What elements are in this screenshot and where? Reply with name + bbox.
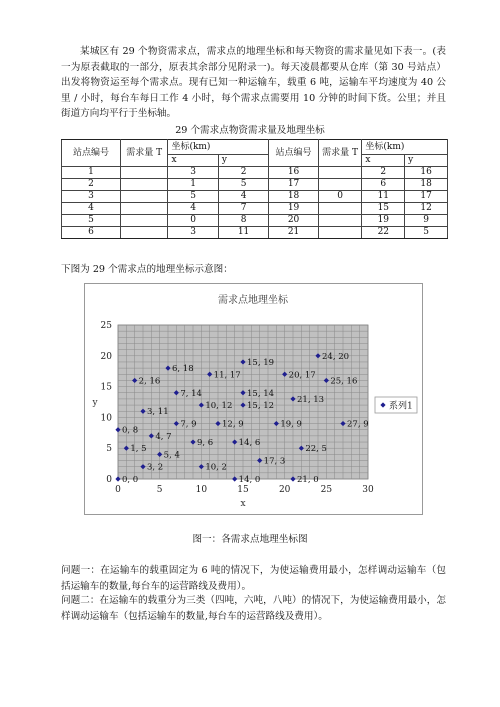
header-y-right: y: [405, 155, 448, 167]
chart-frame: [84, 283, 423, 515]
data-label: 15, 19: [247, 357, 275, 368]
cell: 11: [218, 227, 269, 239]
cell: 3: [62, 191, 121, 203]
cell: 11: [362, 191, 405, 203]
cell: [120, 179, 167, 191]
cell: 0: [318, 191, 362, 203]
y-tick-label: 10: [100, 413, 112, 424]
data-label: 7, 9: [180, 419, 197, 430]
header-coord-right: 坐标(km): [362, 140, 448, 155]
cell: 3: [168, 167, 218, 179]
cell: 20: [269, 215, 318, 227]
x-tick-label: 0: [115, 485, 121, 495]
data-label: 5, 4: [163, 450, 180, 461]
cell: 3: [168, 227, 218, 239]
cell: [120, 167, 167, 179]
data-label: 20, 17: [288, 370, 316, 381]
data-label: 15, 12: [247, 401, 275, 412]
cell: 19: [269, 203, 318, 215]
cell: 5: [62, 215, 121, 227]
data-label: 17, 3: [263, 456, 286, 467]
cell: 4: [218, 191, 269, 203]
table-row: [62, 191, 448, 203]
header-demand-right: 需求量 T: [318, 140, 362, 167]
cell: 12: [405, 203, 448, 215]
data-label: 1, 5: [130, 444, 147, 455]
cell: 2: [362, 167, 405, 179]
cell: 4: [62, 203, 121, 215]
cell: 5: [218, 179, 269, 191]
header-x-right: x: [362, 155, 405, 167]
header-y-left: y: [218, 155, 269, 167]
cell: [120, 203, 167, 215]
data-label: 4, 7: [155, 431, 172, 442]
scatter-chart: [85, 284, 422, 514]
cell: 4: [168, 203, 218, 215]
data-label: 27, 9: [347, 419, 369, 430]
table-row: [62, 179, 448, 191]
table-row: [62, 167, 448, 179]
cell: 8: [218, 215, 269, 227]
x-tick-label: 10: [195, 485, 208, 495]
x-tick-label: 15: [237, 485, 249, 495]
data-label: 10, 2: [205, 462, 227, 473]
table-row: [62, 203, 448, 215]
cell: 7: [218, 203, 269, 215]
data-label: 2, 16: [138, 376, 161, 387]
cell: [318, 203, 362, 215]
chart-legend: [375, 397, 417, 413]
cell: 17: [269, 179, 318, 191]
header-coord-left: 坐标(km): [168, 140, 269, 155]
data-label: 19, 9: [280, 419, 302, 430]
header-station-right: 站点编号: [269, 140, 318, 167]
figure-caption: 图一：各需求点地理坐标图: [192, 534, 308, 545]
x-axis-label: x: [240, 499, 246, 509]
data-label: 6, 18: [172, 364, 194, 375]
data-label: 25, 16: [330, 376, 358, 387]
cell: [318, 167, 362, 179]
y-axis-label: y: [92, 398, 98, 408]
cell: 1: [62, 167, 121, 179]
cell: 5: [168, 191, 218, 203]
data-label: 15, 14: [247, 388, 275, 399]
data-label: 10, 12: [205, 401, 233, 412]
data-label: 21, 0: [297, 475, 319, 485]
data-label: 0, 0: [122, 475, 139, 485]
cell: [120, 215, 167, 227]
x-tick-label: 5: [156, 485, 163, 495]
cell: 5: [405, 227, 448, 239]
cell: 22: [362, 227, 405, 239]
header-x-left: x: [168, 155, 218, 167]
cell: 9: [405, 215, 448, 227]
cell: [318, 179, 362, 191]
chart-title: 需求点地理坐标: [218, 295, 288, 306]
cell: 19: [362, 215, 405, 227]
data-label: 12, 9: [222, 419, 244, 430]
data-label: 24, 20: [322, 351, 350, 362]
header-station-left: 站点编号: [62, 140, 121, 167]
cell: 6: [362, 179, 405, 191]
table-caption: 29 个需求点物资需求量及地理坐标: [175, 125, 325, 136]
x-tick-label: 20: [278, 485, 291, 495]
demand-table: [61, 139, 448, 239]
cell: [120, 191, 167, 203]
cell: [120, 227, 167, 239]
cell: [318, 215, 362, 227]
table-row: [62, 215, 448, 227]
cell: 2: [62, 179, 121, 191]
data-label: 14, 0: [238, 475, 261, 485]
cell: 18: [405, 179, 448, 191]
data-label: 9, 6: [197, 438, 214, 449]
data-label: 7, 14: [180, 388, 202, 399]
x-tick-label: 30: [362, 485, 374, 495]
data-label: 3, 2: [147, 462, 164, 473]
cell: 16: [269, 167, 318, 179]
cell: 0: [168, 215, 218, 227]
question-one: 问题一：在运输车的载重固定为 6 吨的情况下，为使运输费用最小，怎样调动运输车（包括运输车的数量,每台车的运营路线及费用）。: [61, 565, 446, 592]
data-label: 3, 11: [147, 407, 169, 418]
data-label: 0, 8: [122, 425, 139, 436]
cell: [318, 227, 362, 239]
question-two: 问题二：在运输车的载重分为三类（四吨，六吨，八吨）的情况下，为使运输费用最小，怎样调动运输车（包括运输车的数量,每台车的运营路线及费用）。: [61, 595, 446, 622]
header-demand-left: 需求量 T: [120, 140, 167, 167]
data-label: 14, 6: [238, 438, 261, 449]
y-tick-label: 20: [100, 351, 112, 362]
data-label: 22, 5: [305, 444, 327, 455]
cell: 17: [405, 191, 448, 203]
chart-lead-text: 下图为 29 个需求点的地理坐标示意图：: [61, 264, 233, 275]
cell: 1: [168, 179, 218, 191]
cell: 2: [218, 167, 269, 179]
y-tick-label: 5: [106, 444, 112, 455]
y-tick-label: 15: [100, 382, 112, 393]
table-row: [62, 227, 448, 239]
legend-label: 系列1: [389, 401, 413, 412]
cell: 15: [362, 203, 405, 215]
intro-paragraph: 某城区有 29 个物资需求点，需求点的地理坐标和每天物资的需求量见如下表一。(表一为原表截取的一部分，原表其余部分见附录一)。每天凌晨都要从仓库（第 30 号站点）出发将物资运至每个需求点。现有已知一种运输车，载重 6 吨，运输车平均速度为 40 公里 / 小时，每台车每日工作 4 小时，每个需求点需要用 10 分钟的时间下货。公里；并且街道方向均平行于坐标轴。: [61, 46, 446, 120]
cell: 16: [405, 167, 448, 179]
data-label: 21, 13: [297, 394, 325, 405]
data-label: 11, 17: [213, 370, 241, 381]
cell: 18: [269, 191, 318, 203]
y-tick-label: 0: [106, 475, 112, 485]
cell: 6: [62, 227, 121, 239]
x-tick-label: 25: [320, 485, 333, 495]
y-tick-label: 25: [100, 321, 112, 331]
cell: 21: [269, 227, 318, 239]
